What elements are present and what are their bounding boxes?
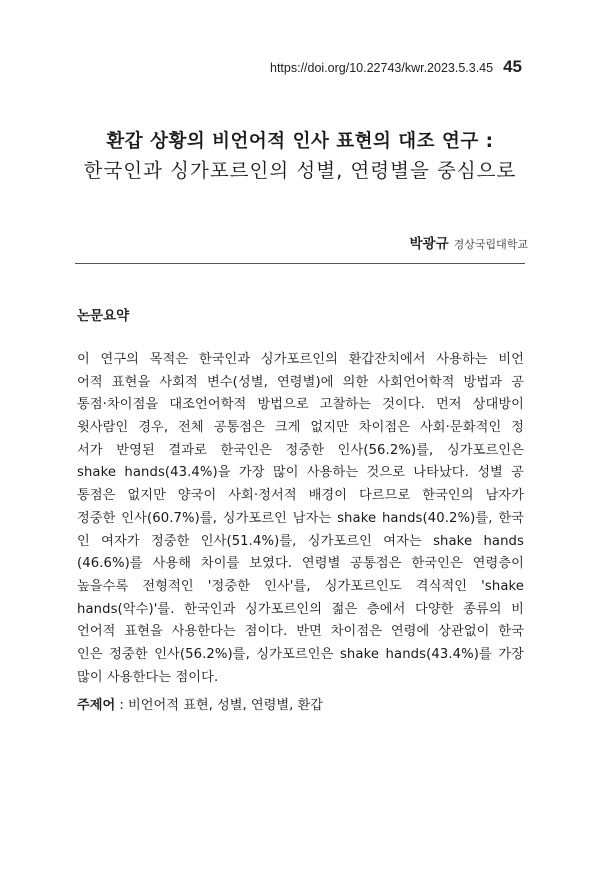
- keywords-separator: :: [115, 698, 129, 713]
- abstract-line: 서가 반영된 결과로 한국인은 정중한 인사(56.2%)를, 싱가포르인은: [77, 442, 524, 458]
- abstract-line: 인은 정중한 인사(56.2%)를, 싱가포르인은 shake hands(43.4%)를 가장: [77, 646, 524, 662]
- abstract-line: 어적 표현을 사회적 변수(성별, 연령별)에 의한 사회언어학적 방법과 공: [77, 374, 524, 390]
- title-subtitle: 한국인과 싱가포르인의 성별, 연령별을 중심으로: [83, 159, 517, 182]
- abstract-body: [77, 349, 524, 689]
- abstract-line: 정중한 인사(60.7%)를, 싱가포르인 남자는 shake hands(40.2%)를, 한국: [77, 510, 524, 526]
- abstract-line: 윗사람인 경우, 전체 공통점은 크게 없지만 차이점은 사회·문화적인 정: [77, 420, 524, 436]
- title-main: 환갑 상황의 비언어적 인사 표현의 대조 연구 :: [106, 131, 494, 152]
- divider-line: [75, 263, 525, 264]
- doi-link[interactable]: https://doi.org/10.22743/kwr.2023.5.3.45: [270, 61, 494, 75]
- abstract-line: (46.6%)를 사용해 차이를 보였다. 연령별 공통점은 한국인은 연령층이: [77, 556, 524, 572]
- abstract-line: 많이 사용한다는 점이다.: [77, 669, 219, 685]
- author-affiliation: 경상국립대학교: [453, 238, 528, 251]
- author-name: 박광규: [409, 236, 449, 252]
- keywords: [77, 694, 323, 713]
- abstract-line: 이 연구의 목적은 한국인과 싱가포르인의 환갑잔치에서 사용하는 비언: [77, 352, 524, 367]
- abstract-line: hands(악수)'를. 한국인과 싱가포르인의 젊은 층에서 다양한 종류의 비: [77, 601, 524, 617]
- abstract-line: 통점·차이점을 대조언어학적 방법으로 고찰하는 것이다. 먼저 상대방이: [77, 397, 524, 413]
- author-info: [409, 232, 528, 252]
- abstract-line: 통점은 없지만 양국이 사회·정서적 배경이 다르므로 한국인의 남자가: [77, 488, 524, 504]
- running-header: [270, 57, 522, 77]
- paper-title: [60, 128, 540, 186]
- abstract-line: 높을수록 전형적인 '정중한 인사'를, 싱가포르인도 격식적인 'shake: [77, 578, 524, 594]
- abstract-heading: 논문요약: [77, 308, 130, 324]
- keywords-text: 비언어적 표현, 성별, 연령별, 환갑: [128, 698, 323, 713]
- page-number: 45: [503, 57, 522, 76]
- keywords-label: 주제어: [77, 698, 116, 713]
- abstract-line: shake hands(43.4%)을 가장 많이 사용하는 것으로 나타났다. 성별 공: [77, 465, 524, 481]
- abstract-line: 인 여자가 정중한 인사(51.4%)를, 싱가포르인 여자는 shake hands: [77, 533, 524, 549]
- abstract-line: 언어적 표현을 사용한다는 점이다. 반면 차이점은 연령에 상관없이 한국: [77, 624, 524, 640]
